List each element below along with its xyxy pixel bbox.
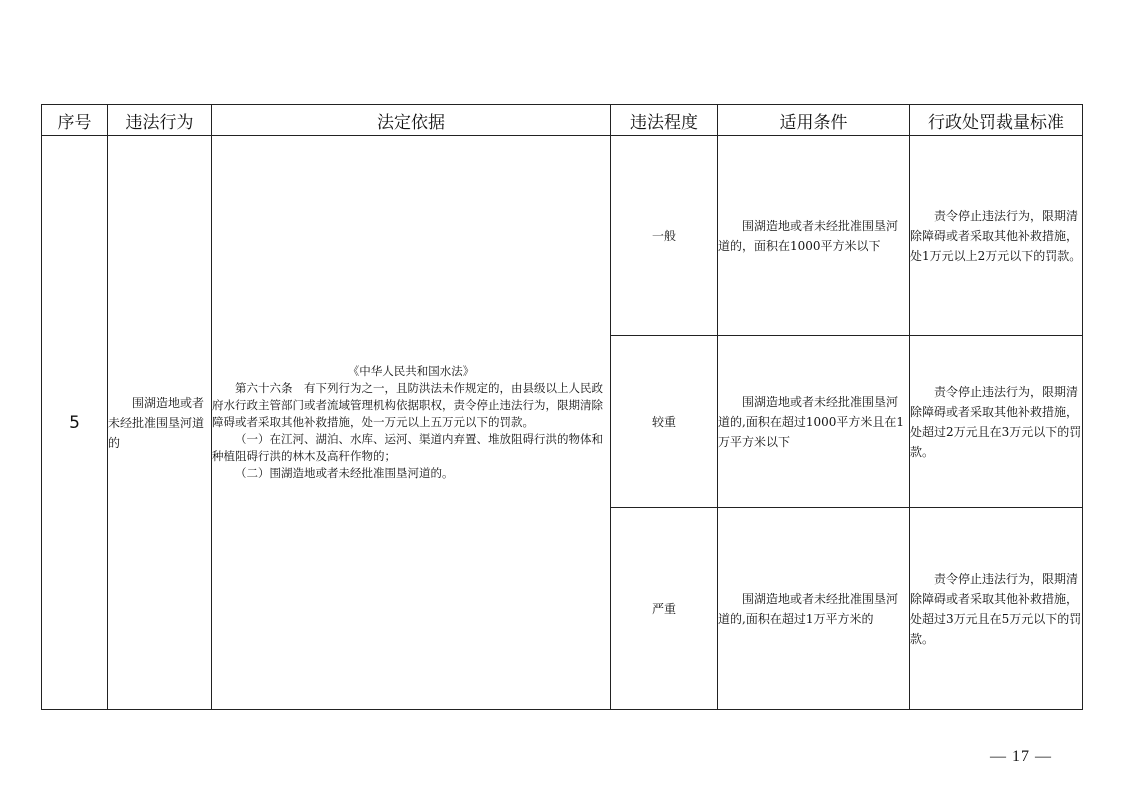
degree-serious: 较重 bbox=[611, 336, 718, 508]
degree-general: 一般 bbox=[611, 136, 718, 336]
table-header bbox=[42, 105, 1083, 136]
condition-general-text: 围湖造地或者未经批准围垦河道的，面积在1000平方米以下 bbox=[718, 218, 899, 253]
condition-severe-text: 围湖造地或者未经批准围垦河道的,面积在超过1万平方米的 bbox=[718, 591, 899, 626]
condition-serious bbox=[718, 336, 910, 508]
violation-cell bbox=[108, 136, 212, 710]
header-legal-basis: 法定依据 bbox=[212, 105, 611, 136]
violation-text: 围湖造地或者未经批准围垦河道的 bbox=[108, 395, 205, 450]
condition-general bbox=[718, 136, 910, 336]
law-item-1: （一）在江河、湖泊、水库、运河、渠道内弃置、堆放阻碍行洪的物体和种植阻碍行洪的林木及高秆作物的； bbox=[212, 432, 603, 463]
standard-severe-text: 责令停止违法行为，限期清除障碍或者采取其他补救措施，处超过3万元且在5万元以下的罚款。 bbox=[910, 571, 1082, 646]
header-degree: 违法程度 bbox=[611, 105, 718, 136]
law-article: 第六十六条 有下列行为之一，且防洪法未作规定的，由县级以上人民政府水行政主管部门或者流域管理机构依据职权，责令停止违法行为，限期清除障碍或者采取其他补救措施，处一万元以上五万元以下的罚款。 bbox=[212, 381, 603, 429]
standard-general-text: 责令停止违法行为，限期清除障碍或者采取其他补救措施，处1万元以上2万元以下的罚款。 bbox=[910, 208, 1082, 263]
condition-serious-text: 围湖造地或者未经批准围垦河道的,面积在超过1000平方米且在1万平方米以下 bbox=[718, 394, 904, 449]
standard-severe bbox=[910, 508, 1083, 710]
header-seq: 序号 bbox=[42, 105, 108, 136]
header-penalty-standard: 行政处罚裁量标准 bbox=[910, 105, 1083, 136]
header-condition: 适用条件 bbox=[718, 105, 910, 136]
legal-basis-cell bbox=[212, 136, 611, 710]
law-item-2: （二）围湖造地或者未经批准围垦河道的。 bbox=[235, 466, 454, 480]
condition-severe bbox=[718, 508, 910, 710]
page-number: — 17 — bbox=[990, 748, 1052, 765]
standard-serious-text: 责令停止违法行为，限期清除障碍或者采取其他补救措施，处超过2万元且在3万元以下的罚款。 bbox=[910, 384, 1082, 459]
table-body bbox=[42, 136, 1083, 710]
header-row bbox=[42, 105, 1083, 136]
table-row bbox=[42, 136, 1083, 336]
standard-serious bbox=[910, 336, 1083, 508]
degree-severe: 严重 bbox=[611, 508, 718, 710]
law-title: 《中华人民共和国水法》 bbox=[347, 364, 475, 378]
header-violation: 违法行为 bbox=[108, 105, 212, 136]
standard-general bbox=[910, 136, 1083, 336]
row-number: 5 bbox=[42, 136, 108, 710]
penalty-standard-table bbox=[41, 104, 1083, 710]
